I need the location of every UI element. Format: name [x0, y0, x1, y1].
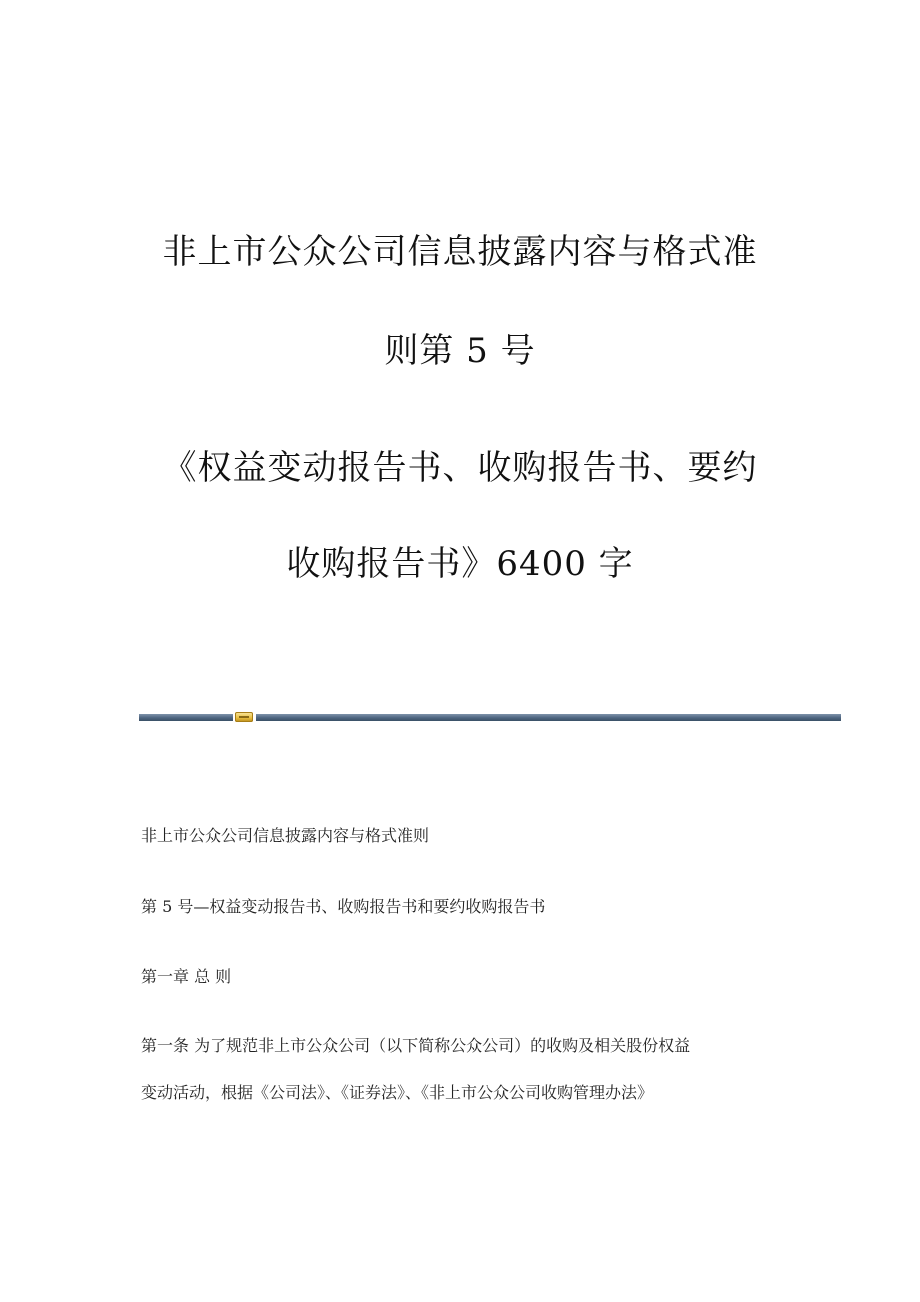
document-subtitle-line-2: 收购报告书》6400 字: [286, 544, 634, 584]
body-heading-standard-number: 第 5 号—权益变动报告书、收购报告书和要约收购报告书: [141, 897, 546, 916]
document-subtitle-line-1: 《权益变动报告书、收购报告书、要约: [162, 448, 758, 488]
document-title-line-2: 则第 5 号: [384, 331, 536, 371]
article-1-line-1: 第一条 为了规范非上市公众公司（以下简称公众公司）的收购及相关股份权益: [141, 1036, 691, 1055]
divider-badge-icon: [235, 712, 253, 722]
article-1-line-2: 变动活动，根据《公司法》、《证券法》、《非上市公众公司收购管理办法》: [141, 1083, 654, 1102]
title-divider: [139, 712, 841, 722]
document-title-line-1: 非上市公众公司信息披露内容与格式准: [162, 232, 758, 272]
divider-bar-right: [256, 714, 841, 721]
body-heading-standard-name: 非上市公众公司信息披露内容与格式准则: [141, 826, 430, 845]
chapter-heading: 第一章 总 则: [141, 967, 232, 986]
divider-bar-left: [139, 714, 233, 721]
